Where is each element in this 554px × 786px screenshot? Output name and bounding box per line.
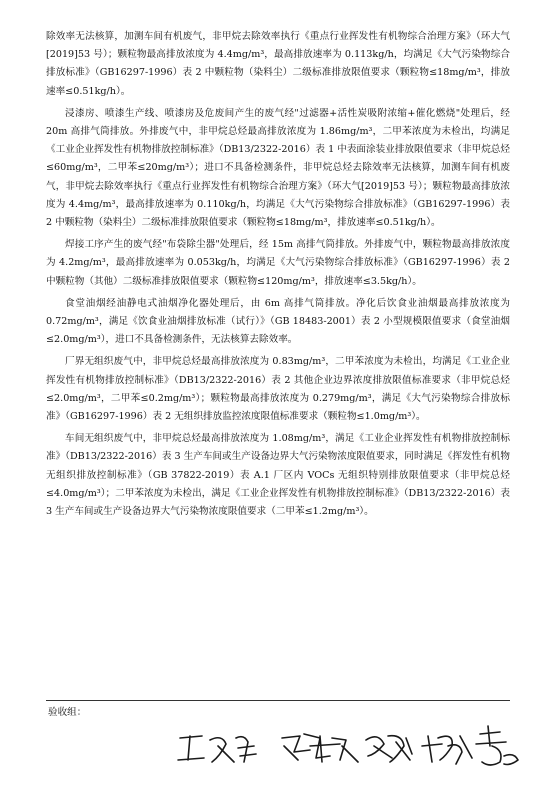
paragraph-workshop-fugitive: 车间无组织废气中，非甲烷总烃最高排放浓度为 1.08mg/m³，满足《工业企业挥发性有机物排放控制标准》（DB13/2322-2016）表 3 生产车间或生产设备边界大气污染物浓度限值要求，同时满足《挥发性有机物无组织排放控制标准》（GB 37822-2019）表 A.1 厂区内 VOCs 无组织特别排放限值要求（非甲烷总烃≤4.0mg/m³）；二甲苯浓度为未检出，满足《工业企业挥发性有机物排放控制标准》（DB13/2322-2016）表 3 生产车间或生产设备边界大气污染物浓度限值要求（二甲苯≤1.2mg/m³）。 [46, 433, 510, 518]
signature-3 [366, 736, 412, 762]
paragraph-painting-exhaust: 浸漆房、喷漆生产线、喷漆房及危废间产生的废气经"过滤器+活性炭吸附浓缩+催化燃烧"处理后，经 20m 高排气筒排放。外排废气中，非甲烷总烃最高排放浓度为 1.86mg/m³，二甲苯浓度为未检出，均满足《工业企业挥发性有机物排放控制标准》（DB13/2322-2016）表 1 中表面涂装业排放限值要求（非甲烷总烃≤60mg/m³，二甲苯≤20mg/m³）；进口不具备检测条件，非甲烷总烃去除效率无法核算，加测车间有机废气，非甲烷去除效率执行《重点行业挥发性有机物综合治理方案》（环大气[2019]53 号）；颗粒物最高排放浓度为 4.4mg/m³，最高排放速率为 0.110kg/h，均满足《大气污染物综合排放标准》（GB16297-1996）表 2 中颗粒物（染料尘）二级标准排放限值要求（颗粒物≤18mg/m³，排放速率≤0.51kg/h）。 [46, 107, 510, 229]
paragraph-boundary-fugitive: 厂界无组织废气中，非甲烷总烃最高排放浓度为 0.83mg/m³，二甲苯浓度为未检出，均满足《工业企业挥发性有机物排放控制标准》（DB13/2322-2016）表 2 其他企业边界浓度排放限值标准要求（非甲烷总烃≤2.0mg/m³，二甲苯≤0.2mg/m³）；颗粒物最高排放浓度为 0.279mg/m³，满足《大气污染物综合排放标准》（GB16297-1996）表 2 无组织排放监控浓度限值标准要求（颗粒物≤1.0mg/m³）。 [46, 356, 510, 423]
paragraph-continuation: 除效率无法核算，加测车间有机废气，非甲烷去除效率执行《重点行业挥发性有机物综合治理方案》（环大气[2019]53 号）；颗粒物最高排放浓度为 4.4mg/m³，最高排放速率为 0.113kg/h，均满足《大气污染物综合排放标准》（GB16297-1996）表 2 中颗粒物（染料尘）二级标准排放限值要求（颗粒物≤18mg/m³，排放速率≤0.51kg/h）。 [46, 31, 510, 97]
handwritten-signatures [170, 716, 530, 776]
signature-2 [282, 734, 358, 762]
divider-line [46, 700, 510, 701]
verify-group-label: 验收组： [48, 707, 87, 718]
paragraph-welding-exhaust: 焊接工序产生的废气经"布袋除尘器"处理后，经 15m 高排气筒排放。外排废气中，颗粒物最高排放浓度为 4.2mg/m³，最高排放速率为 0.053kg/h，均满足《大气污染物综合排放标准》（GB16297-1996）表 2 中颗粒物（其他）二级标准排放限值要求（颗粒物≤120mg/m³，排放速率≤3.5kg/h）。 [46, 239, 510, 287]
signature-1 [178, 736, 256, 762]
signature-5 [476, 726, 518, 765]
signature-4 [422, 736, 472, 764]
paragraph-canteen-fume: 食堂油烟经油静电式油烟净化器处理后，由 6m 高排气筒排放。净化后饮食业油烟最高排放浓度为 0.72mg/m³，满足《饮食业油烟排放标准（试行）》（GB 18483-2001）表 2 小型规模限值要求（食堂油烟≤2.0mg/m³），进口不具备检测条件，无法核算去除效率。 [46, 297, 510, 346]
signature-area [170, 716, 530, 776]
